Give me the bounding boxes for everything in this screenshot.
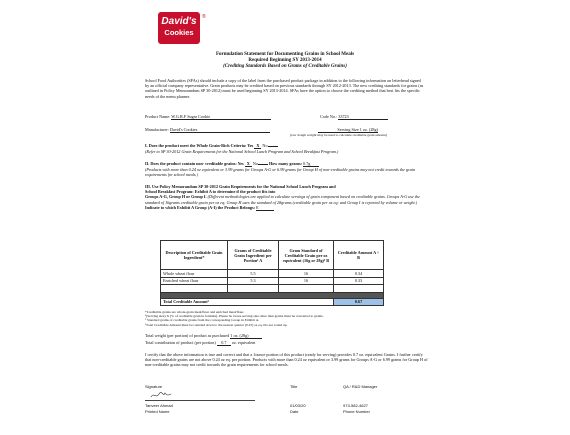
total-weight-row <box>145 333 262 339</box>
signature-line <box>145 400 255 401</box>
section-1-reference: (Refer to SP 30-2012 Grain Requirements for the National School Lunch Program and School Breakfast Program.) <box>145 149 339 154</box>
section-2-yes-mark: X <box>246 161 250 166</box>
section-1-yes-mark: X <box>256 143 260 148</box>
table-cell <box>228 285 279 293</box>
creditable-grain-table <box>160 240 384 306</box>
phone-label: Phone Number <box>343 409 370 414</box>
total-value: 0.67 <box>334 298 384 306</box>
total-contribution-row <box>145 340 255 346</box>
certification-paragraph: I certify that the above information is true and correct and that a 1ounce portion of this product (ready for serving) provides 0.7 oz. equivalent Grains. I further certify that non-creditable grains are not above 0.24 oz eq. per portion. Products with more than 0.24 oz equivalent or 3.99 grams for Groups A-G or 6.99 grams for Group H of non-creditable grains may not credit towards the grain requirements for school meals. <box>145 352 428 368</box>
table-cell: Whole wheat flour <box>161 270 228 278</box>
doc-title: Formulation Statement for Documenting Grains in School Meals <box>215 52 355 57</box>
table-cell <box>161 285 228 293</box>
section-3-question: III. Use Policy Memorandum SP 30-2012 Grain Requirements for the National School Lunch Program and School Breakfast Program: Exhibit A to determine if the product fits into Groups A-G, Group H or Group I. (Different methodologies are applied to calculate servings of grain component based on creditable grains. Groups A-G use the standard of 16grams creditable grain per oz eq; Group H uses the standard of 28grams (creditable grain per oz eq; and Group I is reported by volume or weight.) Indicate to which Exhibit A Group (A-I) the Product Belongs: E <box>145 184 421 210</box>
table-header: Description of Creditable Grain Ingredient* <box>161 241 228 270</box>
printed-name-label: Printed Name <box>145 409 170 414</box>
section-1-question: I. Does the product meet the Whole Grain-Rich Criteria: Yes X No <box>145 143 278 149</box>
total-weight-value: 1 oz. (28g) <box>230 333 262 339</box>
table-header: Creditable Amount A ÷ B <box>334 241 384 270</box>
doc-subtitle: Required Beginning SY 2013-2014 <box>248 58 322 63</box>
total-contribution-label: Total contribution of product (per portion) <box>145 340 216 345</box>
table-row <box>161 270 384 278</box>
section-2-no: No <box>252 161 258 166</box>
signature-label: Signature <box>145 384 163 389</box>
section-2-grams: 0.7g <box>303 161 319 167</box>
section-1-no: No <box>262 143 268 148</box>
printed-name-value: Tanveer Ahmad <box>145 403 173 408</box>
title-value: QA / R&D Manager <box>343 384 378 389</box>
section-3-group: E <box>256 205 274 211</box>
table-cell: Enriched wheat flour <box>161 277 228 285</box>
table-cell: 16 <box>279 270 334 278</box>
total-contribution-unit: oz. equivalent <box>231 340 256 345</box>
table-cell <box>279 285 334 293</box>
code-label: Code No.: <box>320 114 338 119</box>
manufacturer-row <box>145 127 270 133</box>
table-row <box>161 277 384 285</box>
section-2-note: (Products with more than 0.24 oz equivalent or 3.99 grams for Groups A-G or 6.99 grams for Group H of non-creditable grains may not credit towards the grain requirements for school meals.) <box>145 167 416 178</box>
manufacturer-value: David's Cookies <box>170 127 270 133</box>
product-name-label: Product Name: <box>145 114 171 119</box>
logo-line-2: Cookies <box>164 28 194 37</box>
handwritten-signature <box>150 390 172 400</box>
table-row <box>161 285 384 293</box>
footnote: *Creditable grains are whole-grain meal/flour and enriched meal/flour. <box>145 310 245 314</box>
manufacturer-label: Manufacturer: <box>145 127 169 132</box>
company-logo <box>158 12 200 44</box>
code-row <box>320 114 388 120</box>
total-label: Total Creditable Amount³ <box>161 298 334 306</box>
phone-value: 973-582-4627 <box>343 403 368 408</box>
registered-mark: ® <box>202 14 206 20</box>
table-header: Gram Standard of Creditable Grain per oz equivalent (16g or 28g)² B <box>279 241 334 270</box>
title-label: Title <box>290 384 298 389</box>
table-cell <box>334 285 384 293</box>
total-contribution-value: 0.7 <box>217 340 231 346</box>
date-label: Date <box>290 409 299 414</box>
table-cell: 5.3 <box>228 277 279 285</box>
table-cell: 5.5 <box>228 270 279 278</box>
footnote: ² Standard grams of creditable grains from the corresponding Group in Exhibit A. <box>145 318 260 323</box>
table-cell: 0.34 <box>334 270 384 278</box>
footnotes <box>145 310 435 327</box>
table-total-row <box>161 298 384 306</box>
table-header-row <box>161 241 384 270</box>
section-2-question: II. Does the product contain non- creditable grains: Yes X No How many grams: 0.7g <box>145 161 319 167</box>
table-header: Grams of Creditable Grain Ingredient per Portion¹ A <box>228 241 279 270</box>
code-value: 33723 <box>338 114 388 120</box>
total-weight-label: Total weight (per portion) of product as purchased <box>145 333 230 338</box>
date-value: 01/03/20 <box>290 403 306 408</box>
serving-value: 1 oz. (28g) <box>359 127 378 132</box>
table-cell: 0.33 <box>334 277 384 285</box>
table-cell: 16 <box>279 277 334 285</box>
doc-subtitle-2: (Crediting Standards Based on Grams of Creditable Grains) <box>223 64 347 69</box>
intro-paragraph: School Food Authorities (SFAs) should include a copy of the label from the purchased product package in addition to the following information on letterhead signed by an official company representative. Grain products may be credited based on previous standards through SY 2012-2013. The new crediting standards for grains (as outlined in Policy Memorandum SP 30-2012) must be used beginning SY 2013-2014. SFAs have the option to choose the crediting method that best fits the specific needs of the menu planner. <box>145 78 424 99</box>
section-2-how-many: How many grams: <box>268 161 302 166</box>
product-name-row <box>145 114 271 120</box>
serving-label: Serving Size <box>337 127 359 132</box>
section-3-note: (Different methodologies are applied to calculate servings of grain component based on creditable grains. Groups A-G use the standard of 16grams creditable grain per oz eq; Group H uses the standard of 28grams (creditable grain per oz eq; and Group I is reported by volume or weight.) <box>145 194 421 205</box>
footnote: ¹(Serving size) X (% of creditable grain in formula). Please be aware serving size other than grams must be converted to grams. <box>145 314 324 319</box>
logo-line-1: David's <box>161 16 197 27</box>
footnote: ³Total Creditable Amount must be rounded down to the nearest quarter (0.25) oz eq. Do not round up. <box>145 322 288 327</box>
product-name-value: W.G.R.F Sugar Cookie <box>171 114 271 120</box>
serving-note: (raw dough weight may be used to calculate creditable grain amount) <box>290 132 387 137</box>
